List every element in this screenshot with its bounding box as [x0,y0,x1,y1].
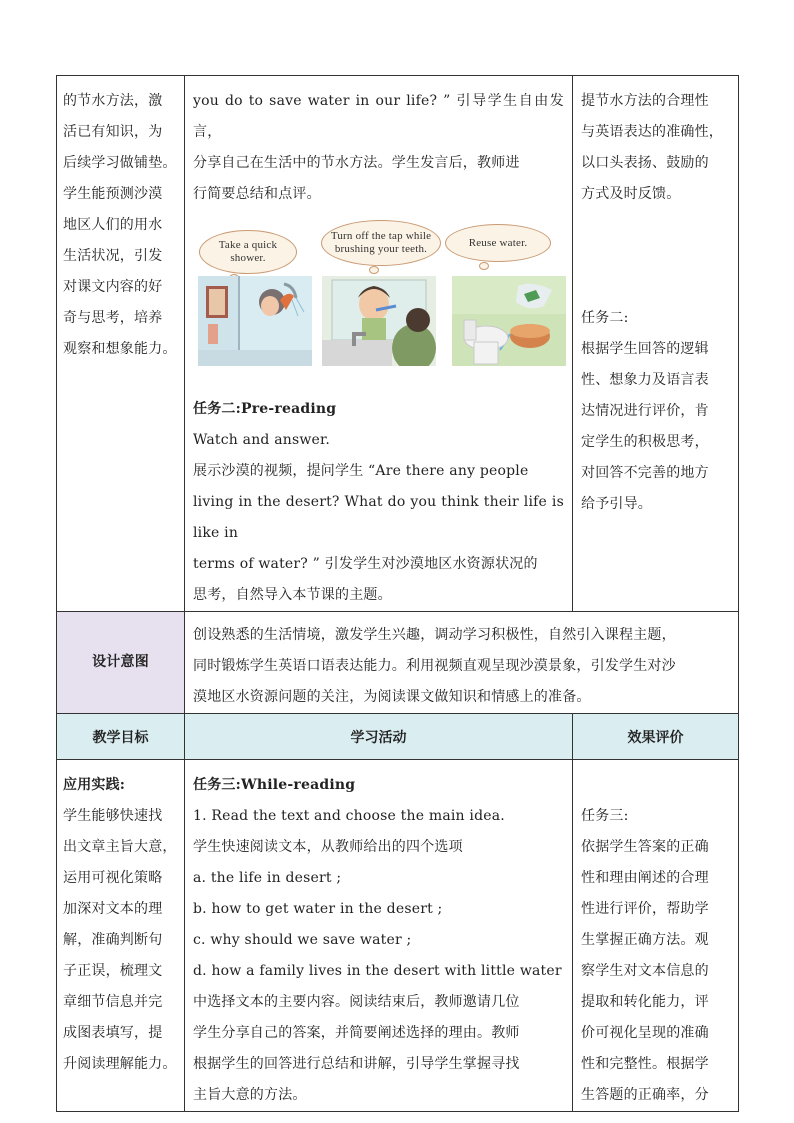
evaluation-line: 方式及时反馈。 [581,186,681,202]
option-b: b. how to get water in the desert ; [193,901,443,917]
speech-bubble-tap: Turn off the tap while brushing your teeth. [321,220,441,266]
row-design-intent [57,612,739,714]
evaluation-line: 与英语表达的准确性， [581,124,723,140]
activity-line: 根据学生的回答进行总结和讲解，引导学生掌握寻找 [193,1056,520,1072]
objective-title: 应用实践: [63,777,126,793]
objective-line: 子正误，梳理文 [63,963,163,979]
objective-line: 后续学习做铺垫。 [63,155,177,171]
design-intent-label: 设计意图 [57,612,185,714]
objective-cell-1 [57,76,185,612]
option-a: a. the life in desert ; [193,870,342,886]
evaluation-task-label: 任务三: [581,808,629,824]
objective-line: 奇与思考，培养 [63,310,163,326]
evaluation-line: 性和完整性。根据学 [581,1056,709,1072]
activity-line: 思考，自然导入本节课的主题。 [193,587,392,603]
evaluation-line: 对回答不完善的地方 [581,465,709,481]
design-line: 漠地区水资源问题的关注，为阅读课文做知识和情感上的准备。 [193,689,591,705]
evaluation-line: 价可视化呈现的准确 [581,1025,709,1041]
objective-line: 学生能预测沙漠 [63,186,163,202]
bubble-dot [479,262,489,270]
objective-line: 升阅读理解能力。 [63,1056,177,1072]
water-saving-illustrations [193,216,564,384]
evaluation-line: 根据学生回答的逻辑 [581,341,709,357]
evaluation-line: 依据学生答案的正确 [581,839,709,855]
evaluation-line: 给予引导。 [581,496,652,512]
activity-cell-1 [185,76,573,612]
evaluation-line: 提取和转化能力，评 [581,994,709,1010]
activity-line: 行简要总结和点评。 [193,186,321,202]
bubble-dot [369,266,379,274]
lesson-plan-table [56,75,739,1112]
objective-line: 的节水方法，激 [63,93,163,109]
evaluation-line: 察学生对文本信息的 [581,963,709,979]
activity-line: living in the desert? What do you think their life is like in [193,494,564,541]
activity-line: 学生快速阅读文本，从教师给出的四个选项 [193,839,463,855]
objective-line: 运用可视化策略 [63,870,163,886]
objective-line: 成图表填写，提 [63,1025,163,1041]
activity-line: 主旨大意的方法。 [193,1087,307,1103]
speech-bubble-reuse: Reuse water. [445,224,551,262]
objective-line: 出文章主旨大意， [63,839,177,855]
evaluation-line: 性进行评价，帮助学 [581,901,709,917]
objective-line: 观察和想象能力。 [63,341,177,357]
objective-line: 章细节信息并完 [63,994,163,1010]
objective-line: 对课文内容的好 [63,279,163,295]
evaluation-line: 生答题的正确率，分 [581,1087,709,1103]
evaluation-line: 提节水方法的合理性 [581,93,709,109]
objective-line: 学生能够快速找 [63,808,163,824]
reuse-water-scene-image [452,276,566,366]
objective-cell-3 [57,760,185,1112]
activity-line: you do to save water in our life? ” 引导学生自由发言， [193,93,564,140]
objective-line: 加深对文本的理 [63,901,163,917]
activity-line: 1. Read the text and choose the main idea. [193,808,505,824]
option-c: c. why should we save water ; [193,932,412,948]
row-pre-reading [57,76,739,612]
activity-line: 分享自己在生活中的节水方法。学生发言后，教师进 [193,155,520,171]
header-objective: 教学目标 [57,714,185,760]
evaluation-line: 以口头表扬、鼓励的 [581,155,709,171]
objective-line: 生活状况，引发 [63,248,163,264]
evaluation-line: 达情况进行评价，肯 [581,403,709,419]
objective-line: 活已有知识，为 [63,124,163,140]
activity-line: 学生分享自己的答案，并简要阐述选择的理由。教师 [193,1025,520,1041]
evaluation-line: 性和理由阐述的合理 [581,870,709,886]
task2-title: 任务二:Pre-reading [193,401,337,417]
brushing-teeth-scene-image [322,276,436,366]
activity-line: terms of water? ” 引发学生对沙漠地区水资源状况的 [193,556,538,572]
design-line: 创设熟悉的生活情境，激发学生兴趣，调动学习积极性，自然引入课程主题， [193,627,676,643]
objective-line: 地区人们的用水 [63,217,163,233]
evaluation-task-label: 任务二: [581,310,629,326]
design-intent-text [185,612,739,714]
task3-title: 任务三:While-reading [193,777,356,793]
header-activity: 学习活动 [185,714,573,760]
activity-cell-3 [185,760,573,1112]
evaluation-line: 定学生的积极思考， [581,434,709,450]
shower-scene-image [198,276,312,366]
evaluation-line: 性、想象力及语言表 [581,372,709,388]
evaluation-line: 生掌握正确方法。观 [581,932,709,948]
objective-line: 解，准确判断句 [63,932,163,948]
activity-line: Watch and answer. [193,432,331,448]
option-d: d. how a family lives in the desert with little water [193,963,562,979]
row-while-reading [57,760,739,1112]
speech-bubble-shower: Take a quick shower. [199,230,297,274]
evaluation-cell-1 [573,76,739,612]
activity-line: 中选择文本的主要内容。阅读结束后，教师邀请几位 [193,994,520,1010]
evaluation-cell-3 [573,760,739,1112]
header-row [57,714,739,760]
design-line: 同时锻炼学生英语口语表达能力。利用视频直观呈现沙漠景象，引发学生对沙 [193,658,676,674]
header-evaluation: 效果评价 [573,714,739,760]
activity-line: 展示沙漠的视频，提问学生 “Are there any people [193,463,529,479]
